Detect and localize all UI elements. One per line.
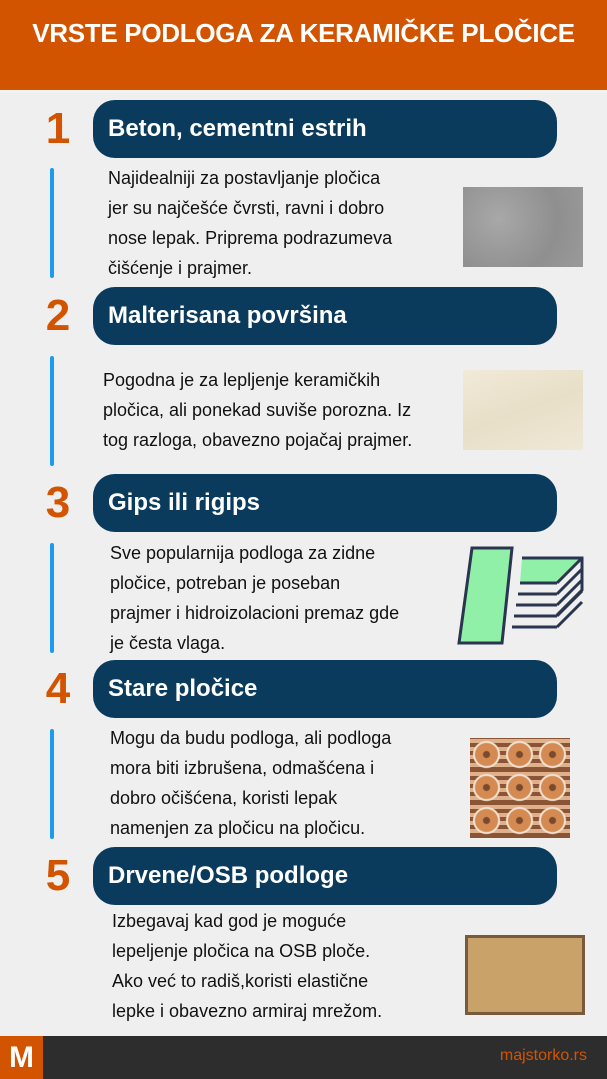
- section-number: 2: [45, 291, 71, 340]
- section-divider-line: [50, 543, 54, 653]
- desc-line: mora biti izbrušena, odmašćena i: [110, 758, 375, 778]
- section-description: [103, 365, 412, 455]
- desc-line: jer su najčešće čvrsti, ravni i dobro: [108, 198, 385, 218]
- page-title: VRSTE PODLOGA ZA KERAMIČKE PLOČICE: [32, 18, 575, 48]
- osb-board-image: [465, 935, 585, 1015]
- desc-line: je česta vlaga.: [110, 633, 226, 653]
- desc-line: dobro očišćena, koristi lepak: [110, 788, 338, 808]
- drywall-boards-icon: [452, 545, 592, 650]
- desc-line: lepke i obavezno armiraj mrežom.: [112, 1001, 383, 1021]
- section-number: 4: [45, 664, 71, 713]
- section-heading: Beton, cementni estrih: [93, 100, 557, 158]
- desc-line: čišćenje i prajmer.: [108, 258, 253, 278]
- desc-line: pločice, potreban je poseban: [110, 573, 341, 593]
- desc-line: namenjen za pločicu na pločicu.: [110, 818, 366, 838]
- section-divider-line: [50, 356, 54, 466]
- desc-line: pločica, ali ponekad suviše porozna. Iz: [103, 400, 412, 420]
- desc-line: prajmer i hidroizolacioni premaz gde: [110, 603, 400, 623]
- plaster-texture-image: [463, 370, 583, 450]
- section-heading: Drvene/OSB podloge: [93, 847, 557, 905]
- footer: [0, 1036, 607, 1079]
- section-description: [110, 538, 399, 658]
- desc-line: Najidealniji za postavljanje pločica: [108, 168, 381, 188]
- section-divider-line: [50, 729, 54, 839]
- desc-line: nose lepak. Priprema podrazumeva: [108, 228, 393, 248]
- concrete-texture-image: [463, 187, 583, 267]
- header-banner: [0, 0, 607, 92]
- desc-line: Ako već to radiš,koristi elastične: [112, 971, 369, 991]
- section-number: 5: [45, 851, 71, 900]
- brand-logo: M: [0, 1036, 43, 1079]
- tile-pattern-image: [470, 738, 570, 838]
- section-description: [112, 906, 382, 1026]
- section-heading: Malterisana površina: [93, 287, 557, 345]
- section-description: [110, 723, 391, 843]
- section-number: 3: [45, 478, 71, 527]
- desc-line: lepeljenje pločica na OSB ploče.: [112, 941, 371, 961]
- website-link[interactable]: majstorko.rs: [499, 1047, 587, 1064]
- desc-line: Sve popularnija podloga za zidne: [110, 543, 376, 563]
- section-number: 1: [45, 104, 71, 153]
- desc-line: tog razloga, obavezno pojačaj prajmer.: [103, 430, 413, 450]
- section-heading: Stare pločice: [93, 660, 557, 718]
- section-divider-line: [50, 168, 54, 278]
- section-heading: Gips ili rigips: [93, 474, 557, 532]
- section-description: [108, 163, 392, 283]
- desc-line: Mogu da budu podloga, ali podloga: [110, 728, 392, 748]
- desc-line: Pogodna je za lepljenje keramičkih: [103, 370, 381, 390]
- desc-line: Izbegavaj kad god je moguće: [112, 911, 347, 931]
